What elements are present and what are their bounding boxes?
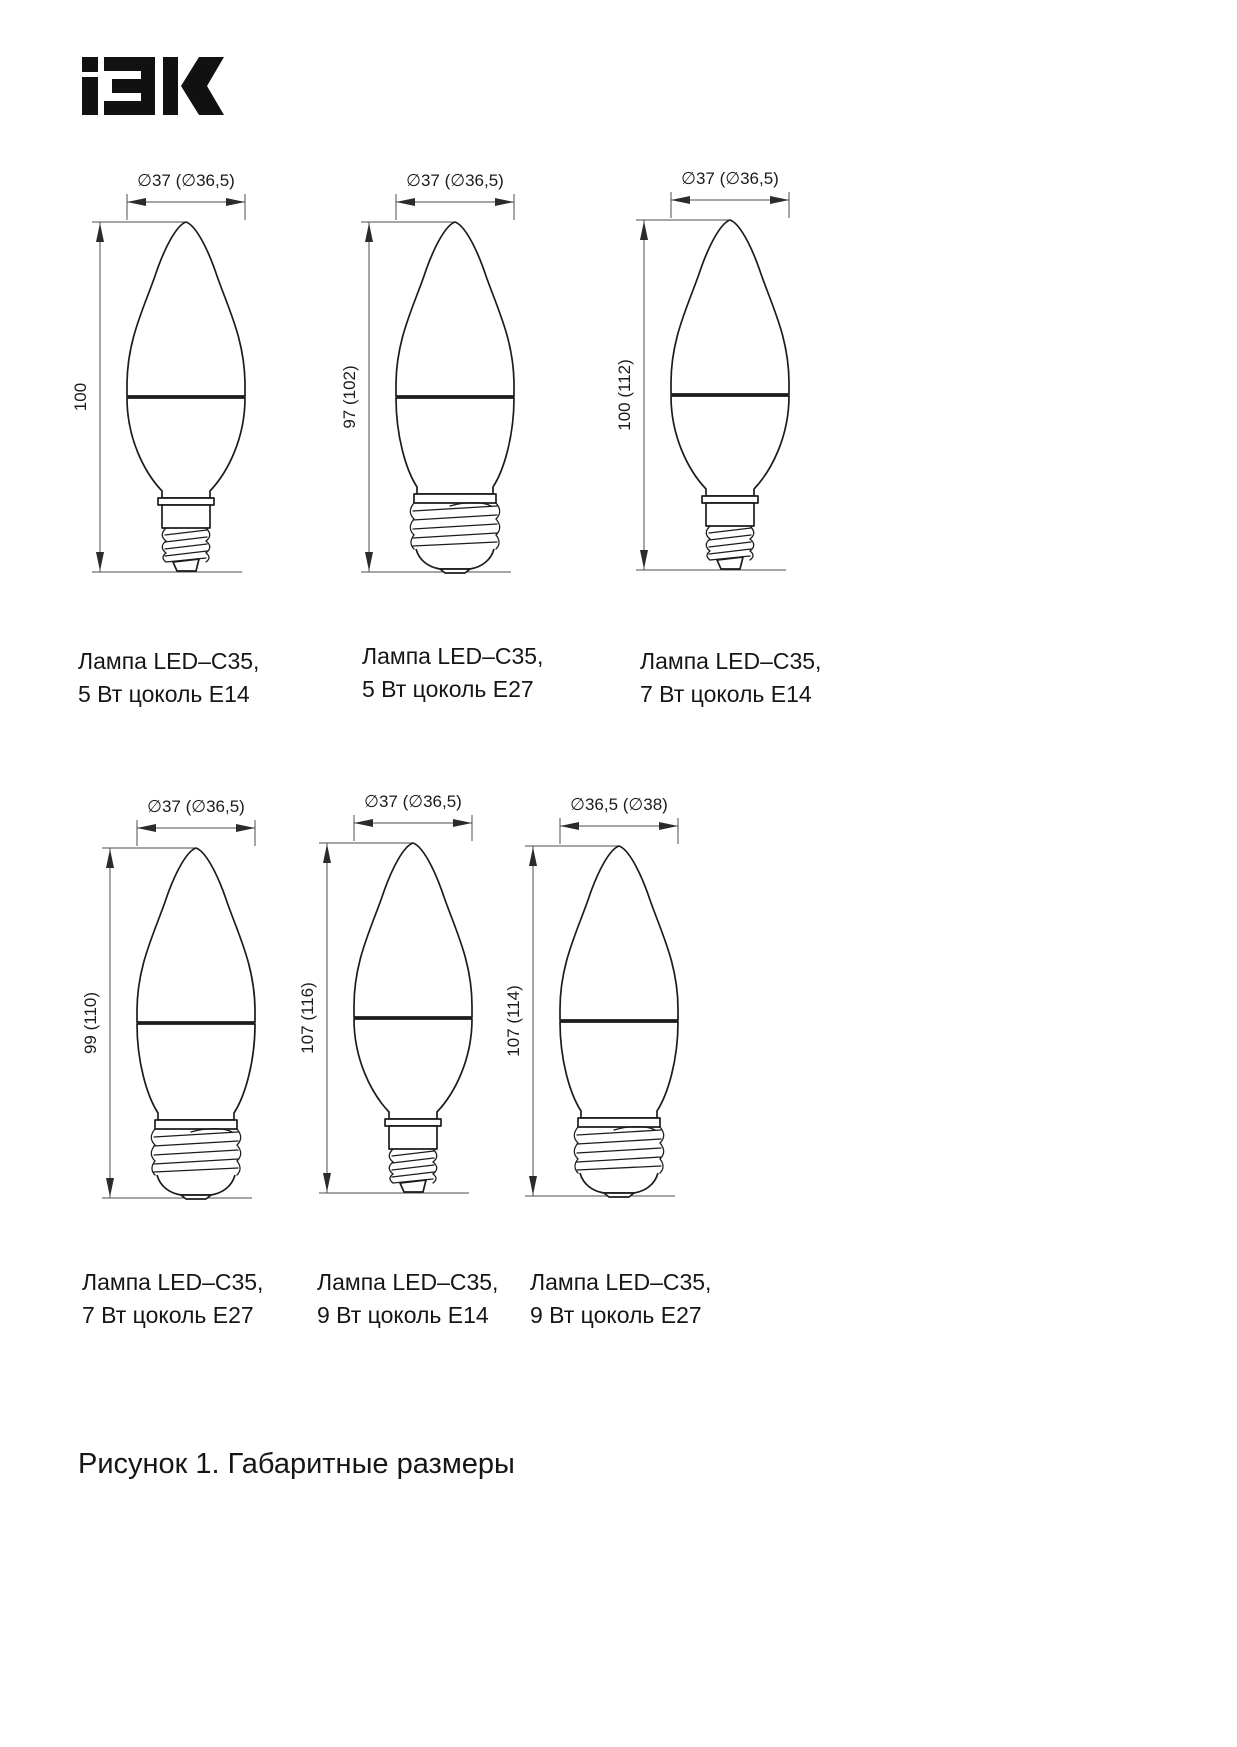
candle-bulb-outline	[354, 843, 472, 1018]
height-label: 100	[71, 382, 90, 412]
bulb-figure-2	[325, 164, 585, 584]
candle-bulb-outline	[127, 222, 245, 397]
lamp-caption-5	[317, 1266, 498, 1333]
caption-line-1: Лампа LED–C35,	[640, 648, 822, 674]
caption-line-2: 7 Вт цоколь Е27	[82, 1302, 254, 1329]
caption-line-1: Лампа LED–C35,	[82, 1269, 264, 1295]
caption-line-1: Лампа LED–C35,	[362, 643, 544, 669]
iek-logo	[80, 56, 228, 116]
lamp-caption-3	[640, 645, 821, 712]
diameter-label: ∅37 (∅36,5)	[406, 171, 504, 190]
caption-line-2: 5 Вт цоколь Е27	[362, 676, 534, 703]
e14-screw-base	[127, 398, 245, 571]
iek-logo-letters	[82, 57, 224, 115]
lamp-caption-6	[530, 1266, 711, 1333]
diameter-label: ∅36,5 (∅38)	[570, 795, 668, 814]
height-label: 100 (112)	[615, 359, 634, 431]
figure-caption: Рисунок 1. Габаритные размеры	[78, 1448, 515, 1480]
bulb-figure-1	[56, 164, 316, 584]
e14-screw-base	[354, 1019, 472, 1192]
caption-line-2: 9 Вт цоколь Е27	[530, 1302, 702, 1329]
caption-line-2: 5 Вт цоколь Е14	[78, 681, 250, 708]
diameter-label: ∅37 (∅36,5)	[364, 792, 462, 811]
e27-screw-base	[396, 398, 514, 573]
caption-line-2: 9 Вт цоколь Е14	[317, 1302, 489, 1329]
height-label: 107 (116)	[298, 982, 317, 1054]
diameter-label: ∅37 (∅36,5)	[681, 169, 779, 188]
candle-bulb-outline	[560, 846, 678, 1021]
caption-line-1: Лампа LED–C35,	[78, 648, 260, 674]
bulb-figure-6	[489, 788, 749, 1208]
height-label: 107 (114)	[504, 985, 523, 1057]
candle-bulb-outline	[396, 222, 514, 397]
bulb-figure-3	[600, 162, 860, 582]
caption-line-1: Лампа LED–C35,	[317, 1269, 499, 1295]
e27-screw-base	[560, 1022, 678, 1197]
e27-screw-base	[137, 1024, 255, 1199]
caption-line-2: 7 Вт цоколь Е14	[640, 681, 812, 708]
e14-screw-base	[671, 396, 789, 569]
lamp-caption-1	[78, 645, 259, 712]
diameter-label: ∅37 (∅36,5)	[147, 797, 245, 816]
lamp-caption-4	[82, 1266, 263, 1333]
height-label: 97 (102)	[340, 365, 359, 429]
diameter-label: ∅37 (∅36,5)	[137, 171, 235, 190]
height-label: 99 (110)	[81, 991, 100, 1055]
caption-line-1: Лампа LED–C35,	[530, 1269, 712, 1295]
lamp-caption-2	[362, 640, 543, 707]
candle-bulb-outline	[671, 220, 789, 395]
candle-bulb-outline	[137, 848, 255, 1023]
